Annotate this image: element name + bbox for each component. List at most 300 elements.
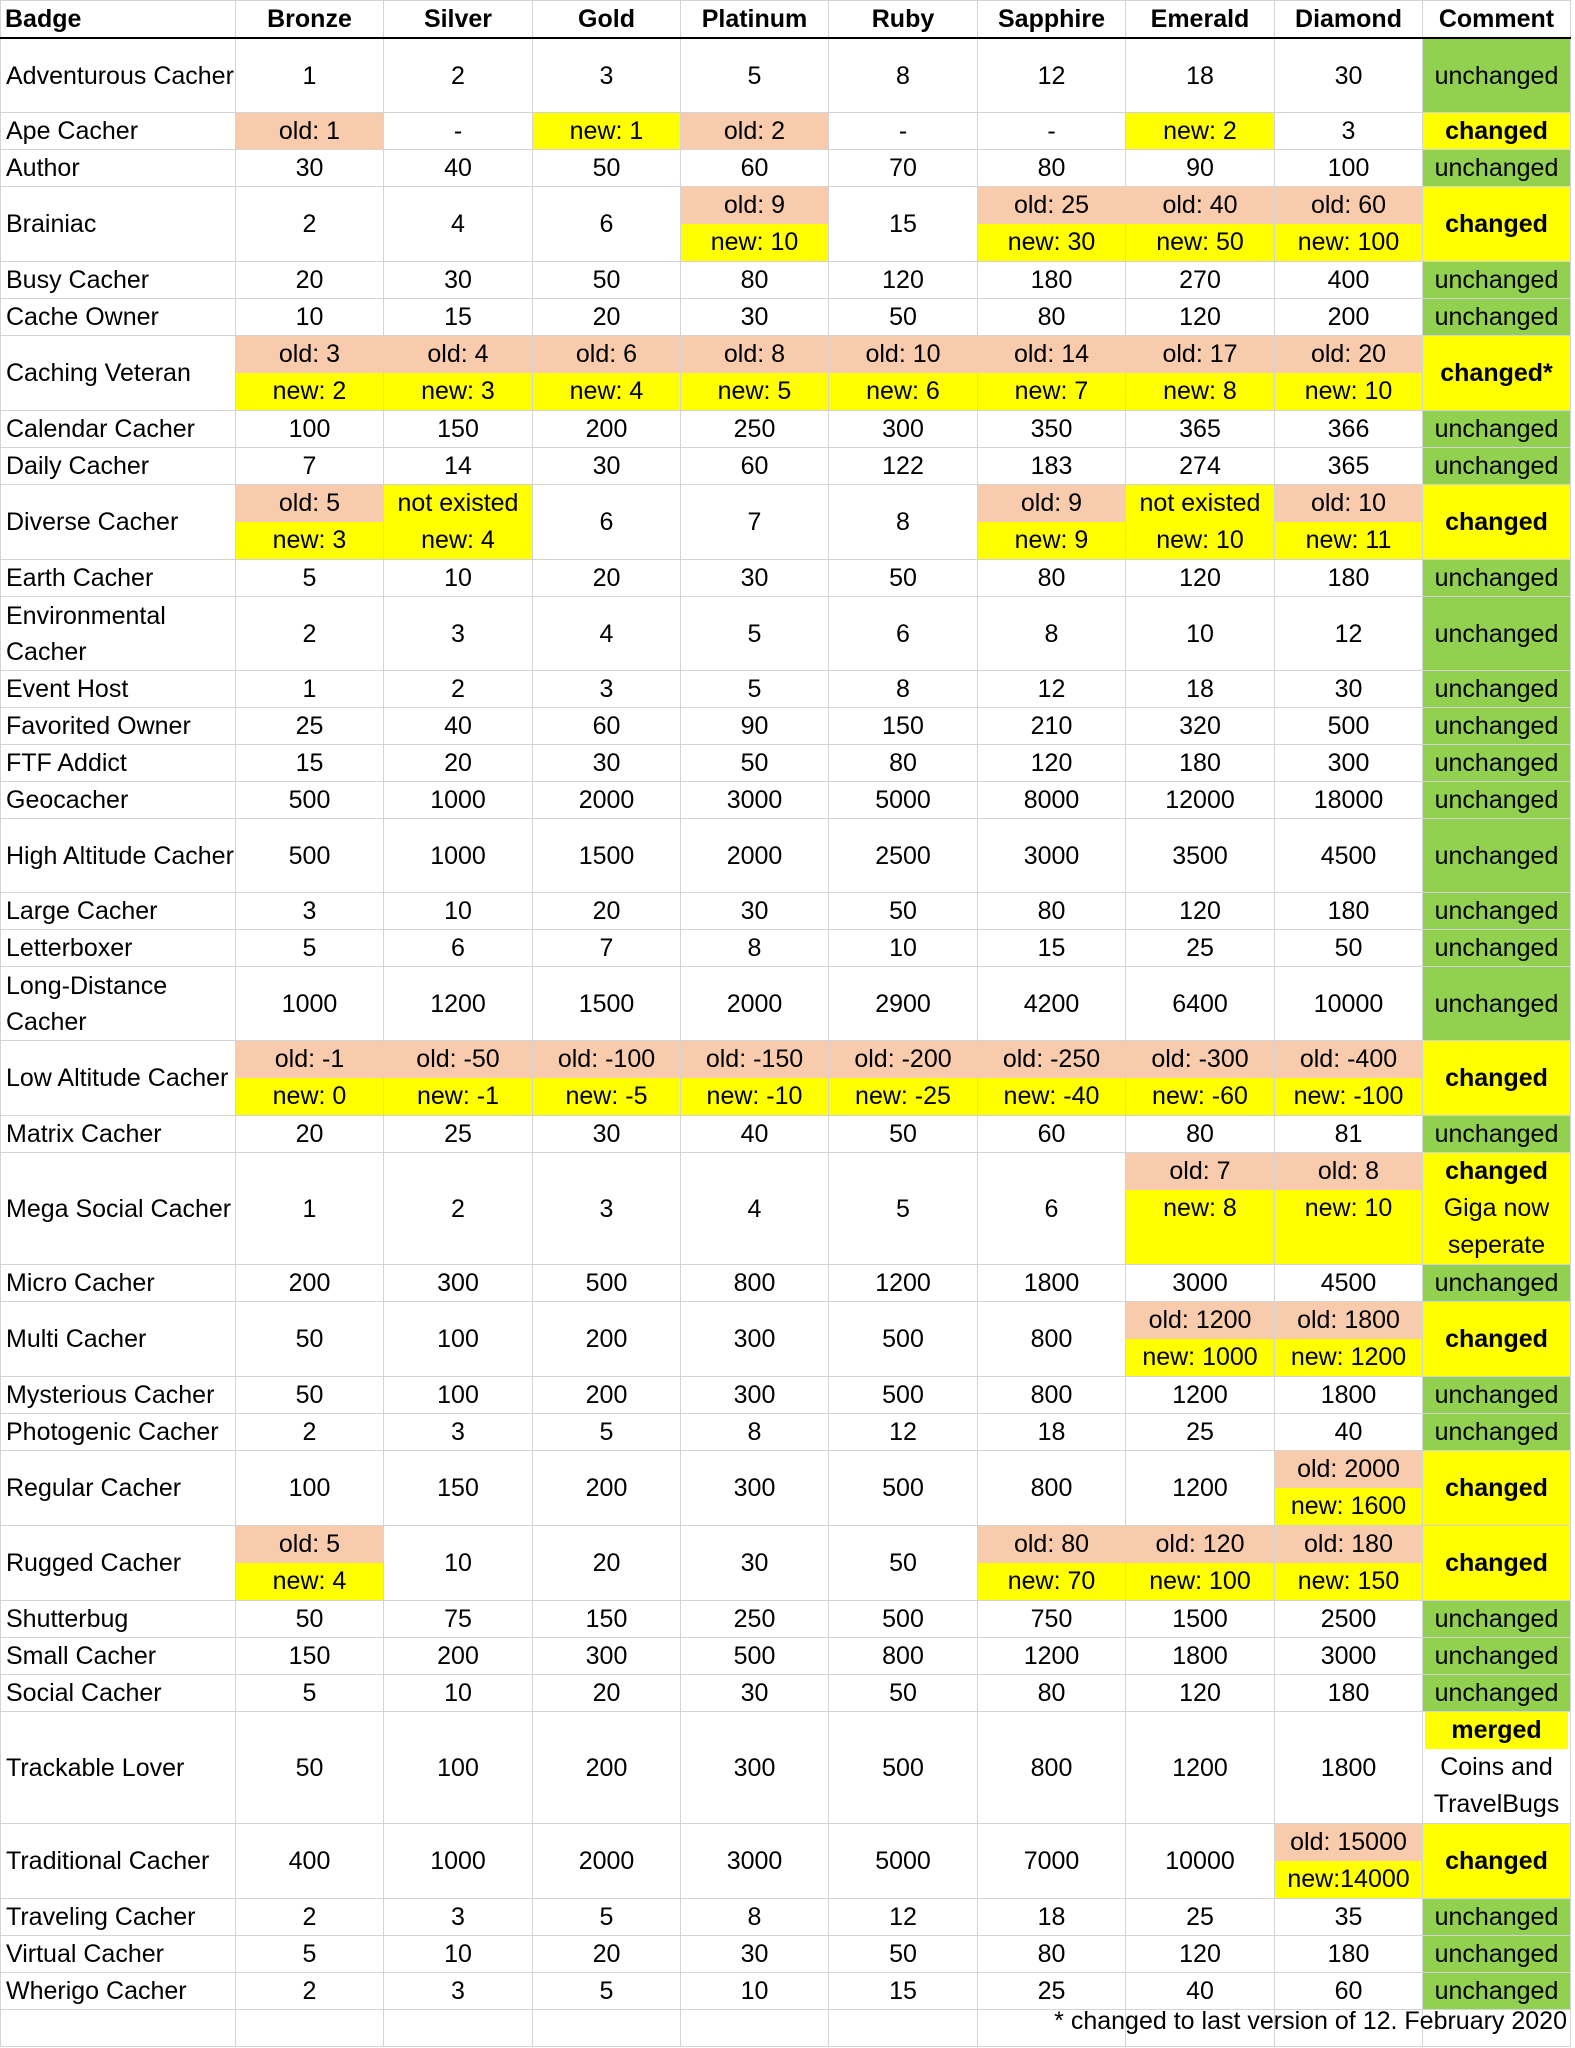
threshold-cell: 15 — [978, 930, 1126, 967]
threshold-cell: 12 — [978, 671, 1126, 708]
table-row — [1, 262, 1571, 299]
column-header: Badge — [1, 1, 236, 39]
threshold-cell: 8 — [829, 485, 978, 560]
changed-value-cell — [1126, 1302, 1275, 1377]
new-value: new: 7 — [978, 373, 1125, 410]
threshold-cell: 350 — [978, 411, 1126, 448]
new-value: new: 100 — [1275, 224, 1422, 261]
table-row — [1, 893, 1571, 930]
changed-value-cell — [533, 1041, 681, 1116]
status-changed: changed — [1423, 1451, 1571, 1526]
threshold-cell: 75 — [384, 1601, 533, 1638]
new-value: new: 10 — [1126, 522, 1274, 559]
status-unchanged: unchanged — [1423, 1116, 1571, 1153]
threshold-cell: 183 — [978, 448, 1126, 485]
badge-name: Ape Cacher — [1, 113, 236, 150]
new-value: new: 9 — [978, 522, 1125, 559]
threshold-cell: 50 — [829, 1116, 978, 1153]
threshold-cell: 80 — [978, 150, 1126, 187]
threshold-cell: 100 — [236, 1451, 384, 1526]
status-changed — [1423, 1153, 1571, 1265]
changed-value-cell — [384, 336, 533, 411]
threshold-cell: 1 — [236, 671, 384, 708]
old-value: old: -150 — [681, 1041, 828, 1078]
threshold-cell: 5 — [681, 38, 829, 113]
threshold-cell: 50 — [829, 893, 978, 930]
changed-value-cell — [236, 485, 384, 560]
threshold-cell: 500 — [829, 1451, 978, 1526]
threshold-cell: 2 — [236, 597, 384, 671]
threshold-cell: 1000 — [236, 967, 384, 1041]
threshold-cell: 1000 — [384, 782, 533, 819]
table-row — [1, 1265, 1571, 1302]
threshold-cell: 6 — [533, 187, 681, 262]
threshold-cell: 150 — [384, 411, 533, 448]
threshold-cell: 100 — [236, 411, 384, 448]
threshold-cell: 50 — [829, 1526, 978, 1601]
status-changed: changed — [1423, 113, 1571, 150]
threshold-cell: 25 — [1126, 930, 1275, 967]
old-value: old: 180 — [1275, 1526, 1422, 1563]
threshold-cell: 800 — [978, 1451, 1126, 1526]
new-value: new: -1 — [384, 1078, 532, 1115]
old-value: old: 20 — [1275, 336, 1422, 373]
changed-value-cell — [236, 336, 384, 411]
threshold-cell: 3 — [236, 893, 384, 930]
threshold-cell: 50 — [829, 1675, 978, 1712]
threshold-cell: 500 — [829, 1712, 978, 1824]
threshold-cell: 30 — [681, 299, 829, 336]
new-value: new: -60 — [1126, 1078, 1274, 1115]
badge-name: Large Cacher — [1, 893, 236, 930]
old-value: old: 5 — [236, 1526, 383, 1563]
threshold-cell: 1 — [236, 38, 384, 113]
threshold-cell: 7 — [236, 448, 384, 485]
threshold-cell: 40 — [1275, 1414, 1423, 1451]
new-value: new: 10 — [1275, 373, 1422, 410]
badge-name: Trackable Lover — [1, 1712, 236, 1824]
threshold-cell: 8 — [829, 671, 978, 708]
threshold-cell: 10000 — [1275, 967, 1423, 1041]
threshold-cell: 6 — [978, 1153, 1126, 1265]
table-row — [1, 1377, 1571, 1414]
badge-name: Virtual Cacher — [1, 1936, 236, 1973]
threshold-cell: 180 — [1275, 893, 1423, 930]
threshold-cell: 2000 — [681, 967, 829, 1041]
threshold-cell: 1500 — [533, 819, 681, 893]
status-label: merged — [1425, 1712, 1568, 1749]
new-value: new: 4 — [236, 1563, 383, 1600]
threshold-cell: 300 — [681, 1302, 829, 1377]
threshold-cell: 18 — [978, 1414, 1126, 1451]
old-value: old: 10 — [1275, 485, 1422, 522]
changed-value-cell — [1275, 1041, 1423, 1116]
threshold-cell: 4 — [681, 1153, 829, 1265]
threshold-cell: 300 — [681, 1712, 829, 1824]
new-value: new: 4 — [384, 522, 532, 559]
threshold-cell: 90 — [681, 708, 829, 745]
threshold-cell: 4200 — [978, 967, 1126, 1041]
threshold-cell: 5 — [681, 597, 829, 671]
changed-value-cell — [829, 1041, 978, 1116]
badge-name: Micro Cacher — [1, 1265, 236, 1302]
threshold-cell: 2 — [384, 671, 533, 708]
new-value: new: 50 — [1126, 224, 1274, 261]
table-row — [1, 336, 1571, 411]
table-row — [1, 1973, 1571, 2010]
threshold-cell: 80 — [978, 1675, 1126, 1712]
new-value: new: 8 — [1126, 1190, 1274, 1227]
new-value: new: 30 — [978, 224, 1125, 261]
threshold-cell: 18000 — [1275, 782, 1423, 819]
status-changed: changed* — [1423, 336, 1571, 411]
badge-name: Diverse Cacher — [1, 485, 236, 560]
status-unchanged: unchanged — [1423, 150, 1571, 187]
changed-value-cell — [1275, 485, 1423, 560]
badge-name: Daily Cacher — [1, 448, 236, 485]
changed-value-cell — [1275, 336, 1423, 411]
threshold-cell: 10000 — [1126, 1824, 1275, 1899]
threshold-cell: 80 — [978, 560, 1126, 597]
table-row — [1, 1899, 1571, 1936]
threshold-cell: 8 — [681, 930, 829, 967]
badge-name: High Altitude Cacher — [1, 819, 236, 893]
threshold-cell: 18 — [1126, 38, 1275, 113]
threshold-cell: 3 — [384, 1414, 533, 1451]
status-note: TravelBugs — [1433, 1790, 1560, 1818]
status-changed: changed — [1423, 187, 1571, 262]
table-row — [1, 187, 1571, 262]
new-value: new: 8 — [1126, 373, 1274, 410]
status-unchanged: unchanged — [1423, 299, 1571, 336]
threshold-cell: 250 — [681, 1601, 829, 1638]
status-unchanged: unchanged — [1423, 1675, 1571, 1712]
threshold-cell: 120 — [1126, 1675, 1275, 1712]
status-changed: changed — [1423, 1302, 1571, 1377]
threshold-cell: 5 — [681, 671, 829, 708]
old-value: old: 120 — [1126, 1526, 1274, 1563]
threshold-cell: 5 — [236, 930, 384, 967]
threshold-cell: 40 — [384, 150, 533, 187]
old-value: old: -200 — [829, 1041, 977, 1078]
threshold-cell: 7000 — [978, 1824, 1126, 1899]
threshold-cell: 300 — [829, 411, 978, 448]
table-row — [1, 1041, 1571, 1116]
threshold-cell: 90 — [1126, 150, 1275, 187]
threshold-cell: 1200 — [1126, 1377, 1275, 1414]
threshold-cell: 12 — [1275, 597, 1423, 671]
threshold-cell: 60 — [978, 1116, 1126, 1153]
threshold-cell: 270 — [1126, 262, 1275, 299]
empty-cell — [236, 2010, 384, 2047]
threshold-cell: 500 — [829, 1601, 978, 1638]
threshold-cell: 1800 — [1275, 1377, 1423, 1414]
old-value-cell: old: 2 — [681, 113, 829, 150]
empty-cell — [829, 2010, 978, 2047]
changed-value-cell — [1126, 187, 1275, 262]
badge-name: Author — [1, 150, 236, 187]
new-value: new: 1600 — [1275, 1488, 1422, 1525]
status-unchanged: unchanged — [1423, 1973, 1571, 2010]
threshold-cell: 200 — [1275, 299, 1423, 336]
badge-name: Caching Veteran — [1, 336, 236, 411]
status-unchanged: unchanged — [1423, 782, 1571, 819]
threshold-cell: 20 — [533, 893, 681, 930]
threshold-cell: 50 — [236, 1302, 384, 1377]
threshold-cell: 180 — [1275, 560, 1423, 597]
threshold-cell: 1800 — [978, 1265, 1126, 1302]
threshold-cell: 3000 — [1275, 1638, 1423, 1675]
threshold-cell: 18 — [1126, 671, 1275, 708]
status-changed: changed — [1423, 1824, 1571, 1899]
changed-value-cell — [533, 336, 681, 411]
threshold-cell: 80 — [829, 745, 978, 782]
changed-value-cell — [829, 336, 978, 411]
threshold-cell: 3000 — [681, 782, 829, 819]
threshold-cell: 20 — [533, 1526, 681, 1601]
threshold-cell: 3500 — [1126, 819, 1275, 893]
badge-name: Small Cacher — [1, 1638, 236, 1675]
threshold-cell: 5 — [236, 1675, 384, 1712]
threshold-cell: 60 — [1275, 1973, 1423, 2010]
old-value: old: 8 — [1275, 1153, 1422, 1190]
threshold-cell: 1000 — [384, 819, 533, 893]
old-value: old: 1800 — [1275, 1302, 1422, 1339]
threshold-cell: 30 — [1275, 671, 1423, 708]
threshold-cell: 6400 — [1126, 967, 1275, 1041]
old-value: old: 9 — [978, 485, 1125, 522]
old-value: old: 40 — [1126, 187, 1274, 224]
threshold-cell: 50 — [829, 560, 978, 597]
threshold-cell: 30 — [681, 1675, 829, 1712]
threshold-cell: 12 — [978, 38, 1126, 113]
threshold-cell: 200 — [533, 1302, 681, 1377]
table-row — [1, 1526, 1571, 1601]
table-row — [1, 448, 1571, 485]
badge-name: Geocacher — [1, 782, 236, 819]
new-value: new: 2 — [236, 373, 383, 410]
badge-name: Low Altitude Cacher — [1, 1041, 236, 1116]
column-header: Sapphire — [978, 1, 1126, 39]
column-header: Silver — [384, 1, 533, 39]
badge-name: FTF Addict — [1, 745, 236, 782]
table-row — [1, 1824, 1571, 1899]
threshold-cell: 80 — [978, 893, 1126, 930]
threshold-cell: 4500 — [1275, 819, 1423, 893]
threshold-cell: 2 — [236, 1899, 384, 1936]
table-row — [1, 708, 1571, 745]
threshold-cell: 70 — [829, 150, 978, 187]
empty-cell — [533, 2010, 681, 2047]
threshold-cell: 20 — [384, 745, 533, 782]
new-value: new: 70 — [978, 1563, 1125, 1600]
status-changed: changed — [1423, 1526, 1571, 1601]
new-value: new: 4 — [533, 373, 680, 410]
changed-value-cell — [1126, 336, 1275, 411]
threshold-cell: 150 — [236, 1638, 384, 1675]
threshold-cell: 25 — [384, 1116, 533, 1153]
status-unchanged: unchanged — [1423, 671, 1571, 708]
threshold-cell: 500 — [829, 1377, 978, 1414]
threshold-cell: 40 — [384, 708, 533, 745]
threshold-cell: 50 — [533, 262, 681, 299]
threshold-cell: 30 — [681, 560, 829, 597]
table-row — [1, 1712, 1571, 1824]
threshold-cell: 30 — [533, 1116, 681, 1153]
threshold-cell: 120 — [829, 262, 978, 299]
threshold-cell: 30 — [1275, 38, 1423, 113]
threshold-cell: 40 — [681, 1116, 829, 1153]
changed-value-cell — [1275, 1153, 1423, 1265]
badge-name: Traditional Cacher — [1, 1824, 236, 1899]
threshold-cell: 120 — [978, 745, 1126, 782]
old-value: old: 2000 — [1275, 1451, 1422, 1488]
threshold-cell: 120 — [1126, 893, 1275, 930]
threshold-cell: 8 — [829, 38, 978, 113]
threshold-cell: 100 — [384, 1302, 533, 1377]
threshold-cell: 80 — [978, 1936, 1126, 1973]
status-unchanged: unchanged — [1423, 411, 1571, 448]
new-value: new: 10 — [681, 224, 828, 261]
threshold-cell: 320 — [1126, 708, 1275, 745]
threshold-cell: 4 — [384, 187, 533, 262]
threshold-cell: 2900 — [829, 967, 978, 1041]
badge-name: Wherigo Cacher — [1, 1973, 236, 2010]
table-row — [1, 745, 1571, 782]
status-unchanged: unchanged — [1423, 1936, 1571, 1973]
threshold-cell: 10 — [681, 1973, 829, 2010]
threshold-cell: 12000 — [1126, 782, 1275, 819]
table-row — [1, 782, 1571, 819]
new-value: new: 0 — [236, 1078, 383, 1115]
threshold-cell: 25 — [978, 1973, 1126, 2010]
changed-value-cell — [681, 336, 829, 411]
badge-name: Mega Social Cacher — [1, 1153, 236, 1265]
empty-cell — [681, 2010, 829, 2047]
table-row — [1, 1451, 1571, 1526]
threshold-cell: 3000 — [978, 819, 1126, 893]
threshold-cell: 18 — [978, 1899, 1126, 1936]
status-unchanged: unchanged — [1423, 708, 1571, 745]
threshold-cell: 50 — [533, 150, 681, 187]
column-header: Platinum — [681, 1, 829, 39]
threshold-cell: 180 — [1126, 745, 1275, 782]
not-existed-label: not existed — [384, 485, 532, 522]
changed-value-cell — [384, 1041, 533, 1116]
threshold-cell: 8 — [681, 1414, 829, 1451]
badge-name: Calendar Cacher — [1, 411, 236, 448]
status-unchanged: unchanged — [1423, 1601, 1571, 1638]
threshold-cell: 10 — [384, 893, 533, 930]
threshold-cell: 2000 — [681, 819, 829, 893]
threshold-cell: 180 — [978, 262, 1126, 299]
old-value: old: -250 — [978, 1041, 1125, 1078]
threshold-cell: 1200 — [384, 967, 533, 1041]
new-value: new: 100 — [1126, 1563, 1274, 1600]
table-row — [1, 411, 1571, 448]
status-unchanged: unchanged — [1423, 1638, 1571, 1675]
table-row — [1, 597, 1571, 671]
threshold-cell: 6 — [829, 597, 978, 671]
old-value: old: 3 — [236, 336, 383, 373]
threshold-cell: 8 — [978, 597, 1126, 671]
changed-value-cell — [978, 485, 1126, 560]
threshold-cell: 10 — [384, 1675, 533, 1712]
threshold-cell: 80 — [681, 262, 829, 299]
threshold-cell: 30 — [384, 262, 533, 299]
new-value: new: 1000 — [1126, 1339, 1274, 1376]
threshold-cell: 12 — [829, 1414, 978, 1451]
threshold-cell: 40 — [1126, 1973, 1275, 2010]
status-unchanged: unchanged — [1423, 930, 1571, 967]
changed-value-cell — [978, 1526, 1126, 1601]
threshold-cell: 80 — [1126, 1116, 1275, 1153]
threshold-cell: 2500 — [1275, 1601, 1423, 1638]
status-unchanged: unchanged — [1423, 597, 1571, 671]
table-row — [1, 1638, 1571, 1675]
threshold-cell: 1200 — [1126, 1451, 1275, 1526]
threshold-cell: 2 — [384, 38, 533, 113]
column-header: Ruby — [829, 1, 978, 39]
threshold-cell: 200 — [533, 1712, 681, 1824]
threshold-cell: 300 — [533, 1638, 681, 1675]
status-note: seperate — [1447, 1231, 1546, 1259]
old-value: old: 6 — [533, 336, 680, 373]
threshold-cell: 10 — [384, 1526, 533, 1601]
threshold-cell: 15 — [829, 187, 978, 262]
threshold-cell: 366 — [1275, 411, 1423, 448]
threshold-cell: 1000 — [384, 1824, 533, 1899]
threshold-cell: 120 — [1126, 560, 1275, 597]
status-changed: changed — [1423, 485, 1571, 560]
status-unchanged: unchanged — [1423, 1414, 1571, 1451]
new-value-cell: new: 2 — [1126, 113, 1275, 150]
threshold-cell: 300 — [1275, 745, 1423, 782]
changed-value-cell — [681, 187, 829, 262]
threshold-cell: 500 — [829, 1302, 978, 1377]
threshold-cell: 100 — [384, 1712, 533, 1824]
threshold-cell: 122 — [829, 448, 978, 485]
threshold-cell: 60 — [681, 150, 829, 187]
threshold-cell: 200 — [533, 1451, 681, 1526]
status-unchanged: unchanged — [1423, 1899, 1571, 1936]
threshold-cell: 60 — [533, 708, 681, 745]
threshold-cell: 5 — [533, 1899, 681, 1936]
status-unchanged: unchanged — [1423, 1265, 1571, 1302]
changed-value-cell — [384, 485, 533, 560]
table-row — [1, 819, 1571, 893]
changed-value-cell — [978, 1041, 1126, 1116]
threshold-cell: 7 — [681, 485, 829, 560]
threshold-cell: 50 — [829, 1936, 978, 1973]
threshold-cell: 800 — [829, 1638, 978, 1675]
old-value: old: 1200 — [1126, 1302, 1274, 1339]
threshold-cell: 15 — [829, 1973, 978, 2010]
new-value: new: 1200 — [1275, 1339, 1422, 1376]
status-unchanged: unchanged — [1423, 819, 1571, 893]
badge-name: Shutterbug — [1, 1601, 236, 1638]
badge-name: Earth Cacher — [1, 560, 236, 597]
threshold-cell: 500 — [533, 1265, 681, 1302]
badge-name: Multi Cacher — [1, 1302, 236, 1377]
threshold-cell: 1200 — [978, 1638, 1126, 1675]
table-row — [1, 1936, 1571, 1973]
threshold-cell: 5 — [236, 1936, 384, 1973]
old-value: old: 14 — [978, 336, 1125, 373]
old-value: old: 25 — [978, 187, 1125, 224]
new-value: new: 10 — [1275, 1190, 1422, 1227]
column-header: Gold — [533, 1, 681, 39]
